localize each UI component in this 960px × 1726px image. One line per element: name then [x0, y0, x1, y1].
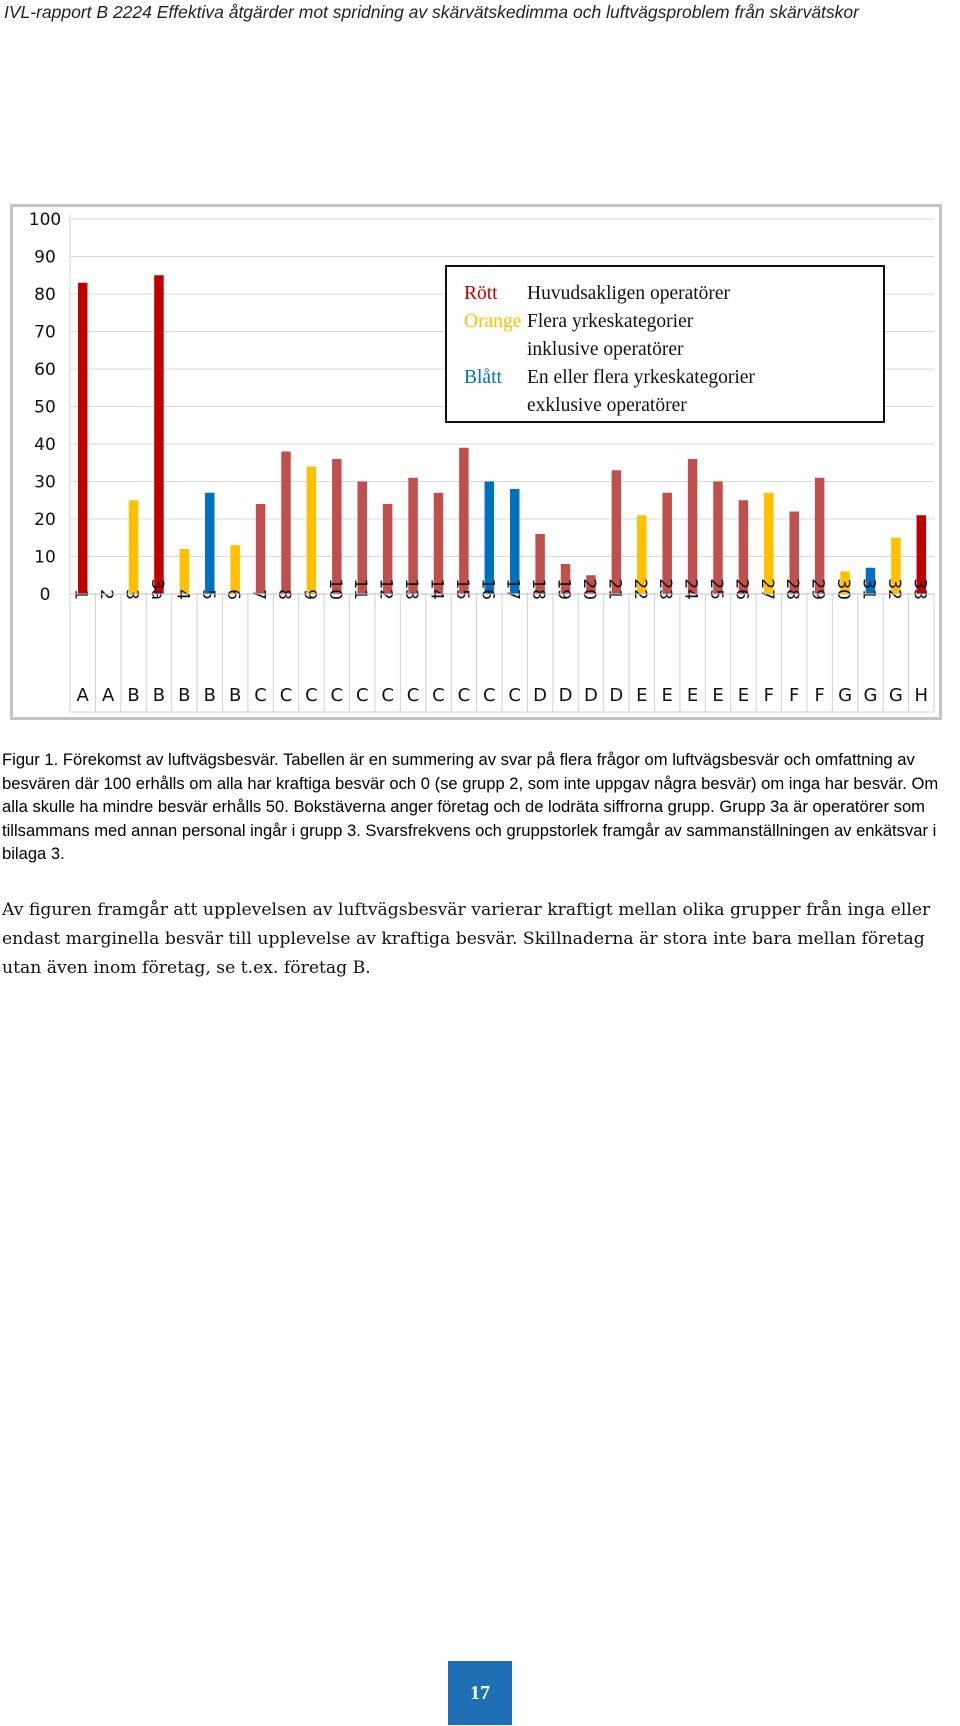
group-label: 20: [578, 578, 599, 600]
company-label: G: [838, 685, 853, 706]
legend-text-blue: En eller flera yrkeskategorier: [527, 367, 755, 388]
group-label: 22: [629, 578, 650, 600]
group-label: 4: [172, 589, 193, 600]
group-label: 2: [96, 589, 117, 600]
company-label: E: [712, 685, 724, 706]
legend-entry-orange: [464, 308, 883, 336]
y-tick-label: 70: [34, 322, 56, 343]
y-tick-label: 60: [34, 360, 56, 380]
bar: [408, 478, 418, 594]
group-label: 15: [451, 578, 472, 600]
bar: [307, 467, 317, 595]
group-label: 27: [756, 578, 777, 600]
group-label: 17: [502, 578, 523, 600]
bar: [332, 459, 342, 594]
group-label: 30: [833, 578, 854, 600]
group-label: 25: [706, 578, 726, 600]
group-label: 16: [477, 578, 498, 600]
company-label: H: [914, 685, 929, 706]
y-tick-label: 0: [39, 585, 51, 605]
y-tick-label: 30: [34, 472, 56, 493]
company-label: E: [661, 685, 673, 706]
page-number-badge: [448, 1661, 512, 1725]
bar: [205, 493, 215, 594]
company-label: C: [432, 685, 445, 706]
group-label: 8: [274, 589, 294, 600]
group-label: 24: [680, 578, 701, 600]
caption-text: Förekomst av luftvägsbesvär. Tabellen är en summering av svar på flera frågor om luftvägsbesvär och omfattning av besvären där 100 erhålls om alla har kraftiga besvär och 0 (se grupp 2, som inte uppgav några besvär) om inga har besvär. Om alla skulle ha mindre besvär erhålls 50. Bokstäverna anger företag och de lodräta siffrorna grupp. Grupp 3a är operatörer som tillsammans med annan personal ingår i grupp 3. Svarsfrekvens och gruppstorlek framgår av sammanställningen av enkätsvar i bilaga 3.: [2, 750, 939, 863]
bar: [129, 500, 139, 594]
group-label: 5: [197, 589, 218, 600]
group-label: 11: [350, 578, 371, 600]
group-label: 29: [807, 578, 828, 600]
company-label: C: [457, 685, 471, 706]
group-label: 1: [70, 589, 91, 600]
company-label: B: [152, 685, 166, 706]
company-label: D: [609, 685, 624, 706]
y-tick-label: 50: [34, 397, 56, 418]
company-label: B: [127, 685, 140, 706]
bar: [154, 275, 164, 594]
company-label: D: [533, 685, 548, 706]
company-label: F: [814, 685, 825, 706]
bar: [281, 452, 291, 595]
company-label: G: [863, 685, 878, 706]
group-label: 12: [375, 578, 396, 600]
caption-label: Figur 1.: [2, 750, 59, 769]
group-label: 10: [324, 578, 345, 600]
group-label: 18: [528, 578, 549, 600]
company-label: E: [737, 685, 750, 706]
company-label: D: [584, 685, 598, 706]
group-label: 33: [909, 578, 930, 600]
company-label: E: [636, 685, 648, 706]
company-label: B: [228, 685, 242, 706]
company-label: C: [279, 685, 293, 706]
group-label: 7: [248, 589, 269, 600]
bar: [230, 545, 240, 594]
company-label: C: [305, 685, 318, 706]
bar: [180, 549, 190, 594]
y-tick-label: 90: [34, 247, 56, 268]
group-label: 3a: [146, 578, 167, 600]
group-label: 23: [655, 578, 676, 600]
legend-key-blue: Blått: [464, 367, 502, 388]
company-label: G: [888, 685, 903, 706]
legend-key-red: Rött: [464, 283, 498, 304]
legend-text-orange-cont: inklusive operatörer: [527, 339, 684, 360]
legend-text-blue-cont: exklusive operatörer: [527, 395, 687, 416]
company-label: C: [355, 685, 369, 706]
group-label: 3: [121, 589, 142, 600]
group-label: 6: [223, 589, 244, 600]
company-label: E: [686, 685, 699, 706]
legend-key-orange: Orange: [464, 311, 522, 332]
page-number: 17: [470, 1681, 490, 1704]
bar: [815, 478, 825, 594]
legend-entry-blue: [464, 364, 883, 392]
company-label: A: [76, 685, 89, 706]
company-label: C: [330, 685, 344, 706]
body-paragraph: Av figuren framgår att upplevelsen av luftvägsbesvär varierar kraftigt mellan olika grupper från inga eller endast marginella besvär till upplevelse av kraftiga besvär. Skillnaderna är stora inte bara mellan företag utan även inom företag, se t.ex. företag B.: [2, 900, 931, 978]
group-label: 26: [731, 578, 752, 600]
company-label: C: [406, 685, 420, 706]
company-label: B: [178, 685, 191, 706]
group-label: 19: [553, 578, 574, 600]
legend-text-red: Huvudsakligen operatörer: [527, 283, 731, 304]
y-tick-label: 40: [34, 435, 56, 455]
company-label: C: [381, 685, 394, 706]
bar: [256, 504, 266, 594]
company-label: A: [101, 685, 115, 706]
bar: [612, 470, 622, 594]
chart-legend: [445, 265, 885, 423]
bar: [78, 283, 88, 594]
group-label: 21: [604, 578, 625, 600]
company-label: C: [483, 685, 496, 706]
company-label: D: [558, 685, 573, 706]
group-label: 9: [299, 589, 320, 600]
company-label: F: [763, 685, 775, 706]
figure-caption: [2, 748, 958, 866]
legend-entry-red: [464, 280, 883, 308]
y-tick-label: 10: [34, 547, 56, 568]
group-label: 28: [782, 578, 803, 600]
bar: [713, 482, 723, 595]
group-label: 32: [883, 578, 904, 600]
y-tick-label: 100: [28, 210, 62, 230]
company-label: F: [789, 685, 800, 706]
company-label: C: [508, 685, 521, 706]
bar: [485, 482, 495, 595]
bar: [688, 459, 698, 594]
bar: [459, 448, 469, 594]
group-label: 31: [858, 578, 879, 600]
company-label: B: [203, 685, 216, 706]
y-tick-label: 20: [34, 510, 56, 530]
running-header: IVL-rapport B 2224 Effektiva åtgärder mot spridning av skärvätskedimma och luftvägsproblem från skärvätskor: [4, 2, 859, 22]
bar: [357, 482, 367, 595]
legend-text-orange: Flera yrkeskategorier: [527, 311, 694, 332]
group-label: 14: [426, 578, 447, 600]
y-tick-label: 80: [34, 285, 56, 305]
company-label: C: [254, 685, 267, 706]
group-label: 13: [401, 578, 422, 600]
